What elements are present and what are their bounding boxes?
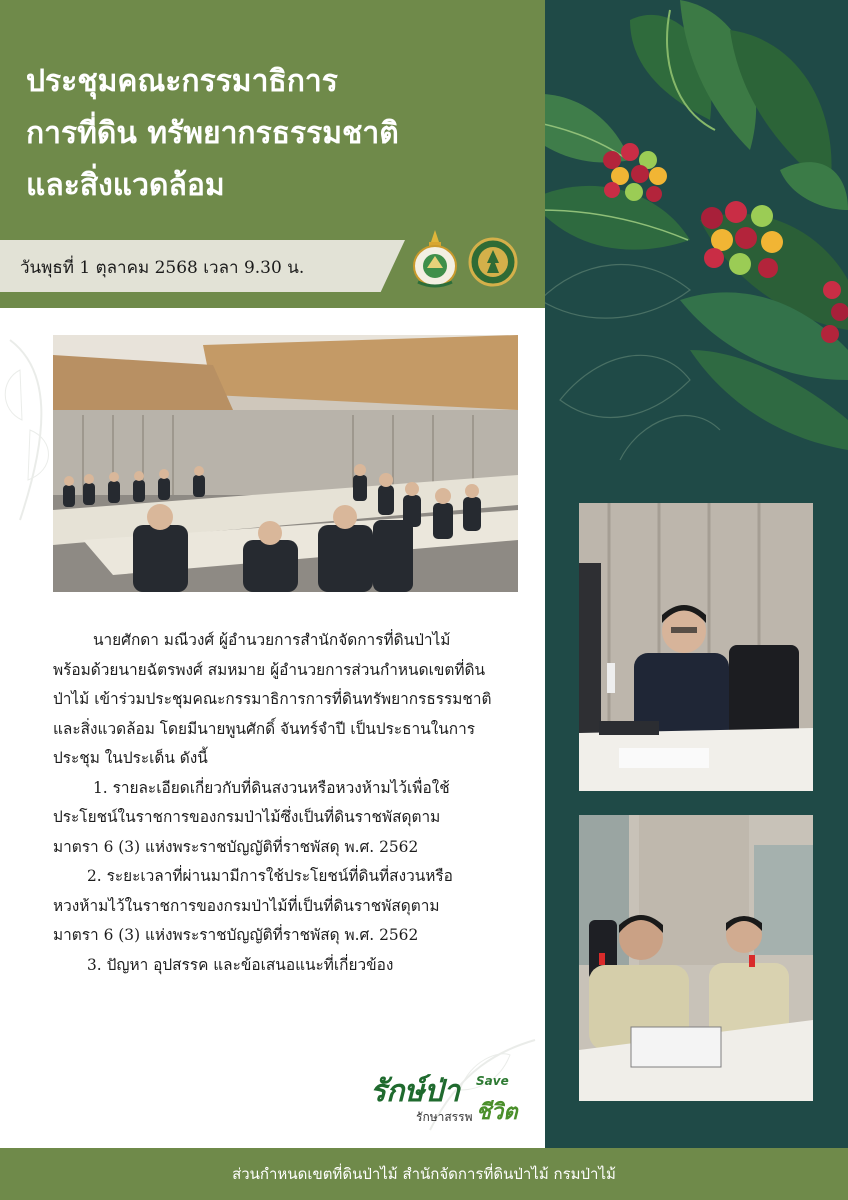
body-line: ประชุม ในประเด็น ดังนี้ bbox=[53, 749, 208, 767]
body-line: หวงห้ามไว้ในราชการของกรมป่าไม้ที่เป็นที่ดินราชพัสดุตาม bbox=[53, 896, 440, 915]
agenda-item-2: 2. ระยะเวลาที่ผ่านมามีการใช้ประโยชน์ที่ดินที่สงวนหรือ bbox=[87, 867, 453, 885]
title-line: และสิ่งแวดล้อม bbox=[26, 168, 225, 203]
agenda-item-1: 1. รายละเอียดเกี่ยวกับที่ดินสงวนหรือหวงห้ามไว้เพื่อใช้ bbox=[93, 778, 450, 797]
agenda-item-3: 3. ปัญหา อุปสรรค และข้อเสนอแนะที่เกี่ยวข้อง bbox=[87, 955, 394, 974]
leaf-watermark-icon bbox=[0, 330, 60, 530]
page-title bbox=[26, 56, 536, 212]
slogan-save: Save bbox=[476, 1074, 509, 1088]
speaker-photo bbox=[579, 503, 813, 791]
title-line: การที่ดิน ทรัพยากรธรรมชาติ bbox=[26, 116, 399, 151]
body-line: และสิ่งแวดล้อม โดยมีนายพูนศักดิ์ จันทร์จำปี เป็นประธานในการ bbox=[53, 719, 475, 738]
body-line: พร้อมด้วยนายฉัตรพงศ์ สมหมาย ผู้อำนวยการส่วนกำหนดเขตที่ดิน bbox=[53, 660, 486, 679]
article-body bbox=[53, 626, 523, 980]
ministry-emblem-icon bbox=[410, 228, 460, 290]
body-line: มาตรา 6 (3) แห่งพระราชบัญญัติที่ราชพัสดุ พ.ศ. 2562 bbox=[53, 837, 419, 856]
officials-photo bbox=[579, 815, 813, 1101]
title-line: ประชุมคณะกรรมาธิการ bbox=[26, 64, 338, 99]
slogan-sub: รักษาสรรพ bbox=[416, 1110, 473, 1124]
body-line: ป่าไม้ เข้าร่วมประชุมคณะกรรมาธิการการที่ดินทรัพยากรธรรมชาติ bbox=[53, 690, 492, 708]
slogan-life: ชีวิต bbox=[476, 1100, 518, 1125]
meeting-date: วันพุธที่ 1 ตุลาคม 2568 เวลา 9.30 น. bbox=[20, 258, 305, 278]
royal-forest-department-emblem-icon bbox=[468, 237, 518, 287]
body-line: มาตรา 6 (3) แห่งพระราชบัญญัติที่ราชพัสดุ พ.ศ. 2562 bbox=[53, 926, 419, 944]
body-line: นายศักดา มณีวงศ์ ผู้อำนวยการสำนักจัดการที่ดินป่าไม้ bbox=[93, 631, 451, 649]
slogan-main: รักษ์ป่า bbox=[370, 1075, 460, 1108]
slogan-logo bbox=[370, 1068, 530, 1132]
footer-agency: ส่วนกำหนดเขตที่ดินป่าไม้ สำนักจัดการที่ดินป่าไม้ กรมป่าไม้ bbox=[232, 1165, 616, 1183]
body-line: ประโยชน์ในราชการของกรมป่าไม้ซึ่งเป็นที่ดินราชพัสดุตาม bbox=[53, 808, 441, 826]
foliage-illustration bbox=[500, 0, 848, 480]
meeting-room-photo bbox=[53, 335, 518, 592]
